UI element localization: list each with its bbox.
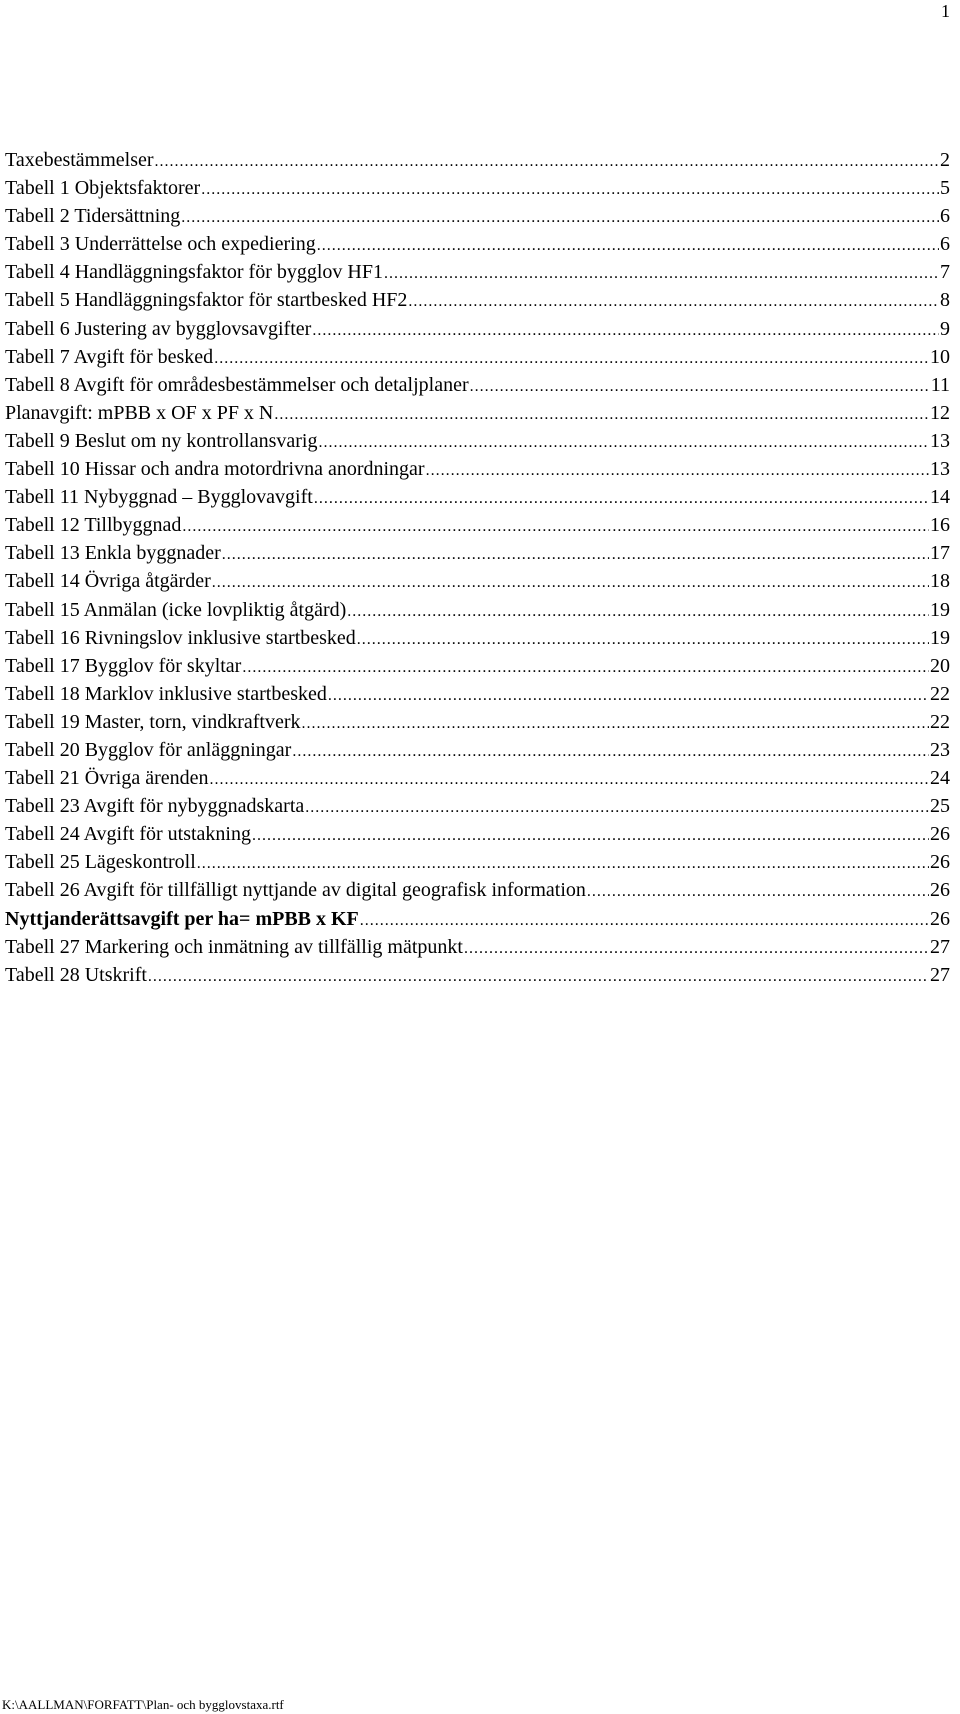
toc-entry-title: Tabell 8 Avgift för områdesbestämmelser och detaljplaner [5,373,469,396]
dot-leader [587,878,929,906]
toc-entry[interactable] [5,848,950,876]
toc-entry-title: Tabell 20 Bygglov för anläggningar [5,738,292,761]
toc-entry-title: Tabell 25 Lägeskontroll [5,851,196,874]
toc-entry[interactable] [5,680,950,708]
toc-entry-title: Tabell 4 Handläggningsfaktor för bygglov HF1 [5,261,383,284]
toc-entry[interactable] [5,258,950,286]
table-of-contents [5,146,950,989]
toc-entry-title: Tabell 23 Avgift för nybyggnadskarta [5,795,305,818]
dot-leader [470,373,930,401]
page-number: 1 [941,1,950,21]
toc-entry-page-number: 6 [940,233,950,256]
dot-leader [408,288,939,316]
toc-entry[interactable] [5,427,950,455]
toc-entry-page-number: 8 [940,289,950,312]
toc-entry-title: Tabell 24 Avgift för utstakning [5,823,251,846]
dot-leader [182,513,929,541]
toc-entry[interactable] [5,174,950,202]
toc-entry-page-number: 16 [930,514,950,537]
toc-entry-page-number: 25 [930,795,950,818]
dot-leader [464,935,929,963]
toc-entry[interactable] [5,652,950,680]
toc-entry-page-number: 13 [930,429,950,452]
toc-entry-page-number: 2 [940,149,950,171]
toc-entry-title: Tabell 17 Bygglov för skyltar [5,654,242,677]
dot-leader [384,260,939,288]
toc-entry[interactable] [5,961,950,989]
toc-entry[interactable] [5,764,950,792]
toc-entry-page-number: 27 [930,963,950,986]
toc-entry[interactable] [5,792,950,820]
toc-entry[interactable] [5,483,950,511]
toc-entry-page-number: 27 [930,935,950,958]
toc-entry-page-number: 6 [940,205,950,228]
toc-entry[interactable] [5,286,950,314]
toc-entry[interactable] [5,399,950,427]
toc-entry-page-number: 19 [930,626,950,649]
toc-entry-title: Tabell 1 Objektsfaktorer [5,177,201,200]
toc-entry-page-number: 22 [930,682,950,705]
toc-entry-title: Tabell 10 Hissar och andra motordrivna anordningar [5,458,425,481]
toc-entry[interactable] [5,933,950,961]
toc-entry[interactable] [5,624,950,652]
toc-entry-page-number: 5 [940,177,950,200]
dot-leader [302,710,930,738]
dot-leader [222,541,929,569]
dot-leader [201,176,939,204]
toc-entry[interactable] [5,202,950,230]
dot-leader [197,850,929,878]
dot-leader [155,148,939,176]
toc-entry-title: Tabell 16 Rivningslov inklusive startbesked [5,626,356,649]
toc-entry-page-number: 19 [930,598,950,621]
dot-leader [314,485,929,513]
toc-entry[interactable] [5,736,950,764]
toc-entry-title: Tabell 27 Markering och inmätning av tillfällig mätpunkt [5,935,463,958]
toc-entry-page-number: 9 [940,317,950,340]
toc-entry-page-number: 11 [930,373,950,396]
toc-entry[interactable] [5,455,950,483]
dot-leader [181,204,939,232]
toc-entry-page-number: 24 [930,767,950,790]
toc-entry-title: Tabell 2 Tidersättning [5,205,181,228]
toc-entry[interactable] [5,567,950,595]
toc-entry-title: Tabell 15 Anmälan (icke lovpliktig åtgärd) [5,598,347,621]
dot-leader [357,626,929,654]
toc-entry[interactable] [5,539,950,567]
toc-entry[interactable] [5,371,950,399]
toc-entry-page-number: 13 [930,458,950,481]
toc-entry-page-number: 20 [930,654,950,677]
toc-entry-title: Tabell 21 Övriga ärenden [5,767,209,790]
toc-entry-title: Tabell 6 Justering av bygglovsavgifter [5,317,312,340]
dot-leader [148,963,929,991]
toc-entry-title: Tabell 5 Handläggningsfaktor för startbesked HF2 [5,289,408,312]
toc-entry-title: Tabell 28 Utskrift [5,963,147,986]
toc-entry[interactable] [5,343,950,371]
toc-entry-title: Tabell 13 Enkla byggnader [5,542,221,565]
toc-entry[interactable] [5,146,950,174]
toc-entry-page-number: 26 [930,823,950,846]
dot-leader [210,766,929,794]
toc-entry-title: Taxebestämmelser [5,149,154,171]
toc-entry-page-number: 26 [930,907,950,930]
toc-entry-title: Tabell 9 Beslut om ny kontrollansvarig [5,429,318,452]
toc-entry[interactable] [5,905,950,933]
toc-entry[interactable] [5,820,950,848]
dot-leader [212,569,929,597]
dot-leader [252,822,929,850]
toc-entry-title: Tabell 14 Övriga åtgärder [5,570,211,593]
toc-entry-title: Tabell 18 Marklov inklusive startbesked [5,682,327,705]
dot-leader [274,401,929,429]
toc-entry-title: Tabell 19 Master, torn, vindkraftverk [5,710,301,733]
dot-leader [426,457,929,485]
toc-entry[interactable] [5,876,950,904]
toc-entry-page-number: 7 [940,261,950,284]
toc-entry-page-number: 26 [930,879,950,902]
dot-leader [242,654,929,682]
toc-entry-title: Tabell 3 Underrättelse och expediering [5,233,316,256]
file-path-footer: K:\AALLMAN\FORFATT\Plan- och bygglovstaxa.rtf [2,1697,284,1712]
dot-leader [318,429,929,457]
toc-entry-title: Tabell 26 Avgift för tillfälligt nyttjande av digital geografisk information [5,879,586,902]
dot-leader [328,682,929,710]
dot-leader [214,345,929,373]
toc-entry-title: Nyttjanderättsavgift per ha= mPBB x KF [5,907,359,930]
toc-entry[interactable] [5,230,950,258]
toc-entry-page-number: 17 [930,542,950,565]
toc-entry-page-number: 12 [930,401,950,424]
dot-leader [360,907,929,935]
toc-entry[interactable] [5,596,950,624]
toc-entry-title: Tabell 12 Tillbyggnad [5,514,182,537]
toc-entry[interactable] [5,708,950,736]
toc-entry[interactable] [5,511,950,539]
dot-leader [312,317,939,345]
toc-entry-page-number: 14 [930,486,950,509]
toc-entry-title: Tabell 7 Avgift för besked [5,345,214,368]
toc-entry-page-number: 22 [930,710,950,733]
dot-leader [347,598,929,626]
toc-entry-title: Tabell 11 Nybyggnad – Bygglovavgift [5,486,313,509]
toc-entry-page-number: 18 [930,570,950,593]
dot-leader [292,738,929,766]
toc-entry-page-number: 23 [930,738,950,761]
toc-entry-page-number: 10 [930,345,950,368]
toc-entry-title: Planavgift: mPBB x OF x PF x N [5,401,274,424]
dot-leader [305,794,929,822]
toc-entry[interactable] [5,315,950,343]
toc-entry-page-number: 26 [930,851,950,874]
dot-leader [317,232,939,260]
